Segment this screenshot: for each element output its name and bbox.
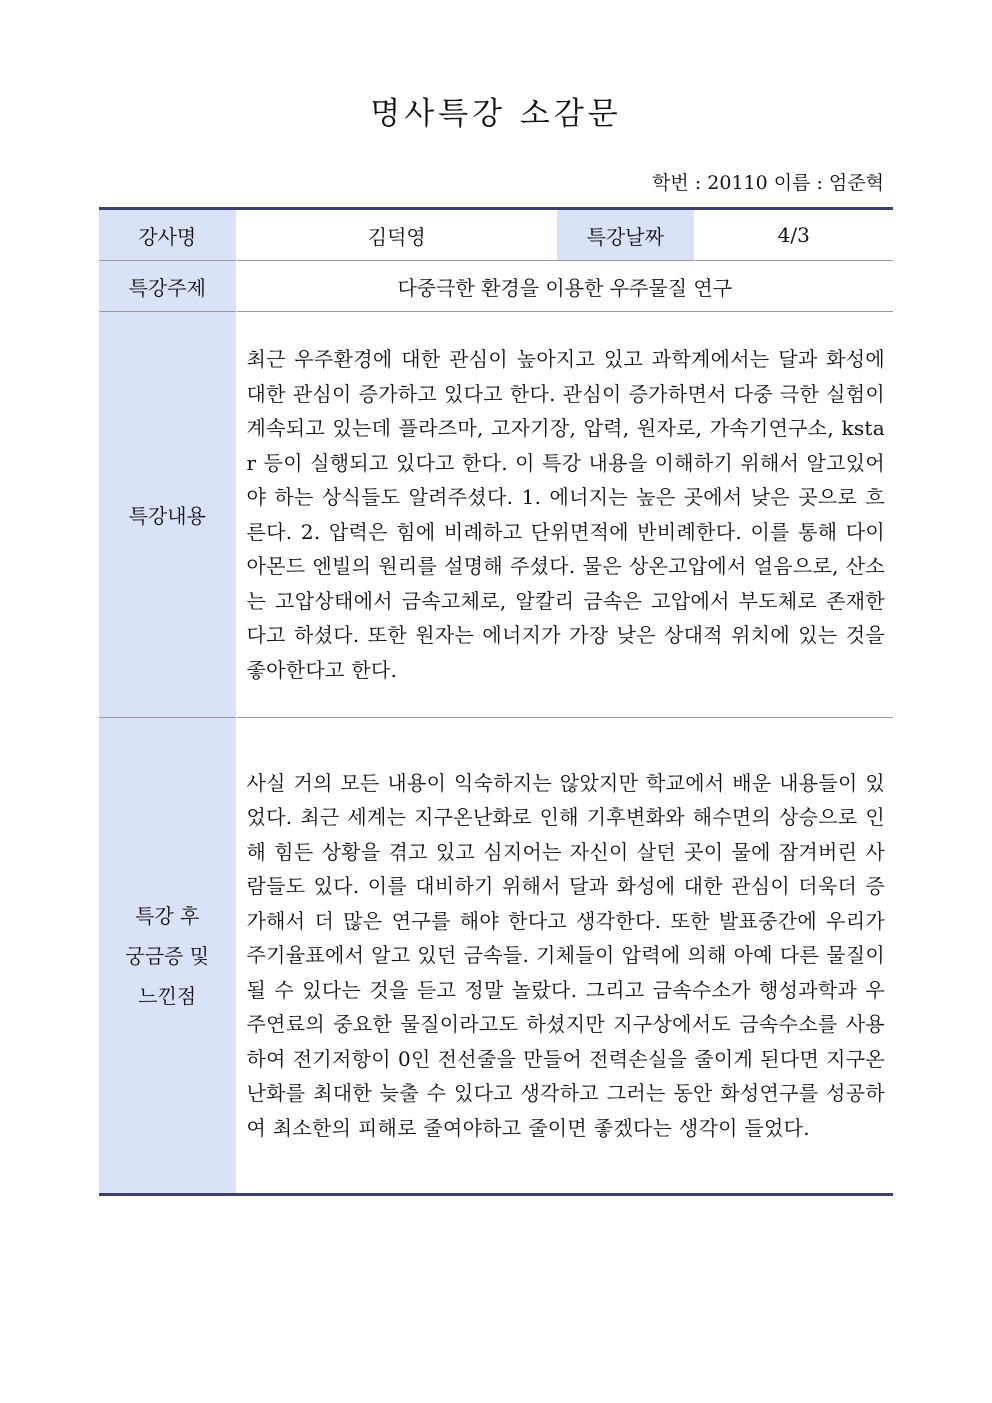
reflection-label (99, 718, 236, 1195)
content-label: 특강내용 (99, 312, 236, 718)
content-row (99, 312, 893, 718)
lecturer-label: 강사명 (99, 209, 236, 261)
reflection-text: 사실 거의 모든 내용이 익숙하지는 않았지만 학교에서 배운 내용들이 있었다. 최근 세계는 지구온난화로 인해 기후변화와 해수면의 상승으로 인해 힘든 상황을 겪고 있고 심지어는 자신이 살던 곳이 물에 잠겨버린 사람들도 있다. 이를 대비하기 위해서 달과 화성에 대한 관심이 더욱더 증가해서 더 많은 연구를 해야 한다고 생각한다. 또한 발표중간에 우리가 주기율표에서 알고 있던 금속들. 기체들이 압력에 의해 아예 다른 물질이 될 수 있다는 것을 듣고 정말 놀랐다. 그리고 금속수소가 행성과학과 우주연료의 중요한 물질이라고도 하셨지만 지구상에서도 금속수소를 사용하여 전기저항이 0인 전선줄을 만들어 전력손실을 줄이게 된다면 지구온난화를 최대한 늦출 수 있다고 생각하고 그러는 동안 화성연구를 성공하여 최소한의 피해로 줄여야하고 줄이면 좋겠다는 생각이 들었다. (236, 718, 893, 1195)
page-title: 명사특강 소감문 (370, 96, 622, 132)
reflection-label-line3: 느낀점 (138, 983, 197, 1008)
lecturer-value: 김덕영 (367, 224, 426, 249)
topic-row (99, 261, 893, 312)
reflection-label-line2: 궁금증 및 (125, 943, 210, 968)
reflection-label-line1: 특강 후 (135, 903, 200, 928)
student-info: 학번 : 20110 이름 : 엄준혁 (652, 172, 884, 194)
date-value: 4/3 (777, 223, 810, 247)
date-label: 특강날짜 (557, 209, 694, 261)
reflection-row (99, 718, 893, 1195)
report-table (99, 207, 893, 1196)
content-text: 최근 우주환경에 대한 관심이 높아지고 있고 과학계에서는 달과 화성에 대한 관심이 증가하고 있다고 한다. 관심이 증가하면서 다중 극한 실험이 계속되고 있는데 플라즈마, 고자기장, 압력, 원자로, 가속기연구소, kstar 등이 실행되고 있다고 한다. 이 특강 내용을 이해하기 위해서 알고있어야 하는 상식들도 알려주셨다. 1. 에너지는 높은 곳에서 낮은 곳으로 흐른다. 2. 압력은 힘에 비례하고 단위면적에 반비례한다. 이를 통해 다이아몬드 엔빌의 원리를 설명해 주셨다. 물은 상온고압에서 얼음으로, 산소는 고압상태에서 금속고체로, 알칼리 금속은 고압에서 부도체로 존재한다고 하셨다. 또한 원자는 에너지가 가장 낮은 상대적 위치에 있는 것을 좋아한다고 한다. (236, 312, 893, 718)
topic-value: 다중극한 환경을 이용한 우주물질 연구 (236, 261, 893, 312)
lecturer-row (99, 209, 893, 261)
topic-label: 특강주제 (99, 261, 236, 312)
